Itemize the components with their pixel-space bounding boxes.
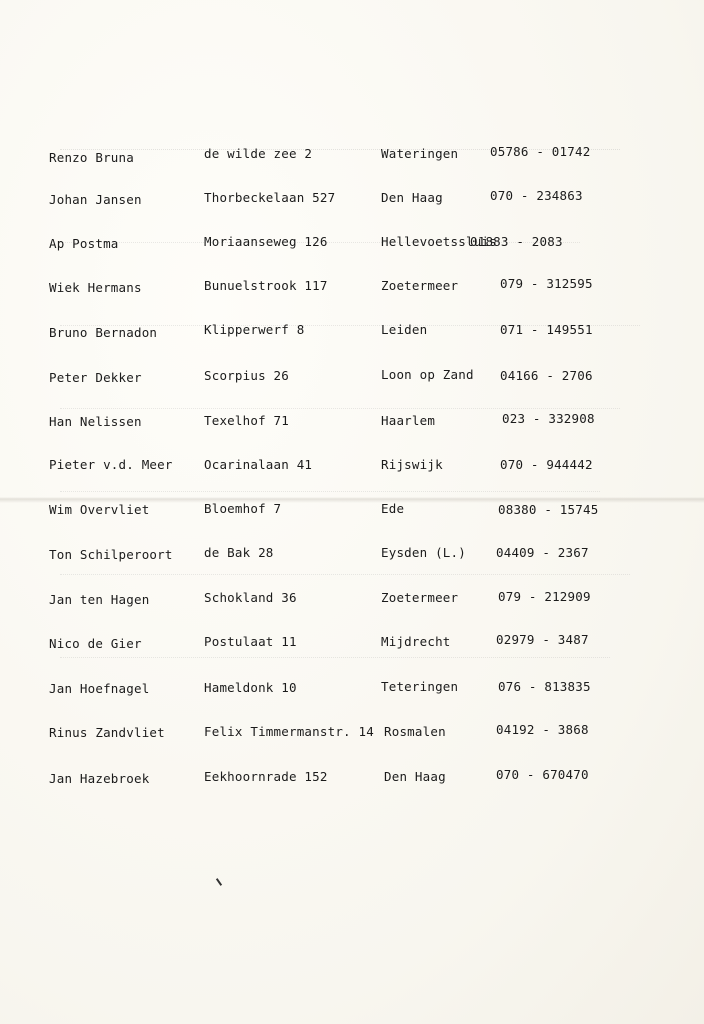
entry-name: Jan Hoefnagel	[49, 681, 150, 696]
entry-city: Eysden (L.)	[381, 545, 466, 560]
entry-city: Teteringen	[381, 679, 459, 694]
entry-address: Postulaat 11	[204, 634, 297, 649]
address-row	[0, 321, 704, 345]
entry-address: de wilde zee 2	[204, 146, 313, 161]
entry-address: Scorpius 26	[204, 368, 289, 383]
entry-phone: 079 - 312595	[500, 276, 593, 291]
entry-name: Renzo Bruna	[49, 150, 134, 165]
entry-name: Han Nelissen	[49, 414, 142, 429]
entry-phone: 04192 - 3868	[496, 722, 589, 737]
entry-city: Den Haag	[381, 190, 443, 205]
entry-city: Leiden	[381, 322, 428, 337]
entry-phone: 076 - 813835	[498, 679, 591, 694]
entry-city: Den Haag	[384, 769, 446, 784]
entry-name: Wiek Hermans	[49, 280, 142, 295]
address-row	[0, 189, 704, 213]
address-row	[0, 277, 704, 301]
address-row	[0, 233, 704, 257]
entry-city: Loon op Zand	[381, 367, 474, 382]
address-row	[0, 588, 704, 612]
entry-name: Wim Overvliet	[49, 502, 150, 517]
entry-city: Hellevoetssluis	[381, 234, 497, 249]
entry-name: Peter Dekker	[49, 370, 142, 385]
entry-name: Rinus Zandvliet	[49, 725, 165, 740]
entry-address: Schokland 36	[204, 590, 297, 605]
entry-address: Hameldonk 10	[204, 680, 297, 695]
address-row	[0, 409, 704, 433]
entry-phone: 071 - 149551	[500, 322, 593, 337]
entry-name: Ton Schilperoort	[49, 547, 173, 562]
entry-address: Ocarinalaan 41	[204, 457, 313, 472]
entry-name: Johan Jansen	[49, 192, 142, 207]
entry-city: Zoetermeer	[381, 590, 459, 605]
entry-address: de Bak 28	[204, 545, 274, 560]
entry-address: Bunuelstrook 117	[204, 278, 328, 293]
entry-name: Jan ten Hagen	[49, 592, 150, 607]
address-row	[0, 365, 704, 389]
address-row	[0, 765, 704, 789]
entry-phone: 070 - 944442	[500, 457, 593, 472]
entry-name: Jan Hazebroek	[49, 771, 150, 786]
entry-city: Ede	[381, 501, 405, 516]
address-row	[0, 146, 704, 170]
address-row	[0, 721, 704, 745]
entry-city: Wateringen	[381, 146, 459, 161]
entry-address: Eekhoornrade 152	[204, 769, 328, 784]
entry-phone: 079 - 212909	[498, 589, 591, 604]
address-row	[0, 499, 704, 523]
entry-phone: 02979 - 3487	[496, 632, 589, 647]
address-row	[0, 631, 704, 655]
entry-phone: 05786 - 01742	[490, 144, 591, 159]
entry-city: Rijswijk	[381, 457, 443, 472]
entry-address: Bloemhof 7	[204, 501, 282, 516]
entry-phone: 070 - 234863	[490, 188, 583, 203]
entry-address: Texelhof 71	[204, 413, 289, 428]
entry-address: Thorbeckelaan 527	[204, 190, 336, 205]
entry-phone: 01883 - 2083	[470, 234, 563, 249]
address-row	[0, 676, 704, 700]
address-row	[0, 542, 704, 566]
entry-name: Pieter v.d. Meer	[49, 457, 173, 472]
entry-phone: 08380 - 15745	[498, 502, 599, 517]
entry-phone: 04409 - 2367	[496, 545, 589, 560]
entry-name: Nico de Gier	[49, 636, 142, 651]
entry-city: Rosmalen	[384, 724, 446, 739]
entry-city: Mijdrecht	[381, 634, 451, 649]
entry-city: Haarlem	[381, 413, 436, 428]
entry-address: Moriaanseweg 126	[204, 234, 328, 249]
entry-phone: 04166 - 2706	[500, 368, 593, 383]
address-row	[0, 454, 704, 478]
entry-address: Felix Timmermanstr. 14	[204, 724, 374, 739]
entry-name: Bruno Bernadon	[49, 325, 158, 340]
entry-name: Ap Postma	[49, 236, 119, 251]
entry-city: Zoetermeer	[381, 278, 459, 293]
entry-phone: 070 - 670470	[496, 767, 589, 782]
entry-phone: 023 - 332908	[502, 411, 595, 426]
stray-pen-mark	[216, 878, 222, 886]
entry-address: Klipperwerf 8	[204, 322, 305, 337]
